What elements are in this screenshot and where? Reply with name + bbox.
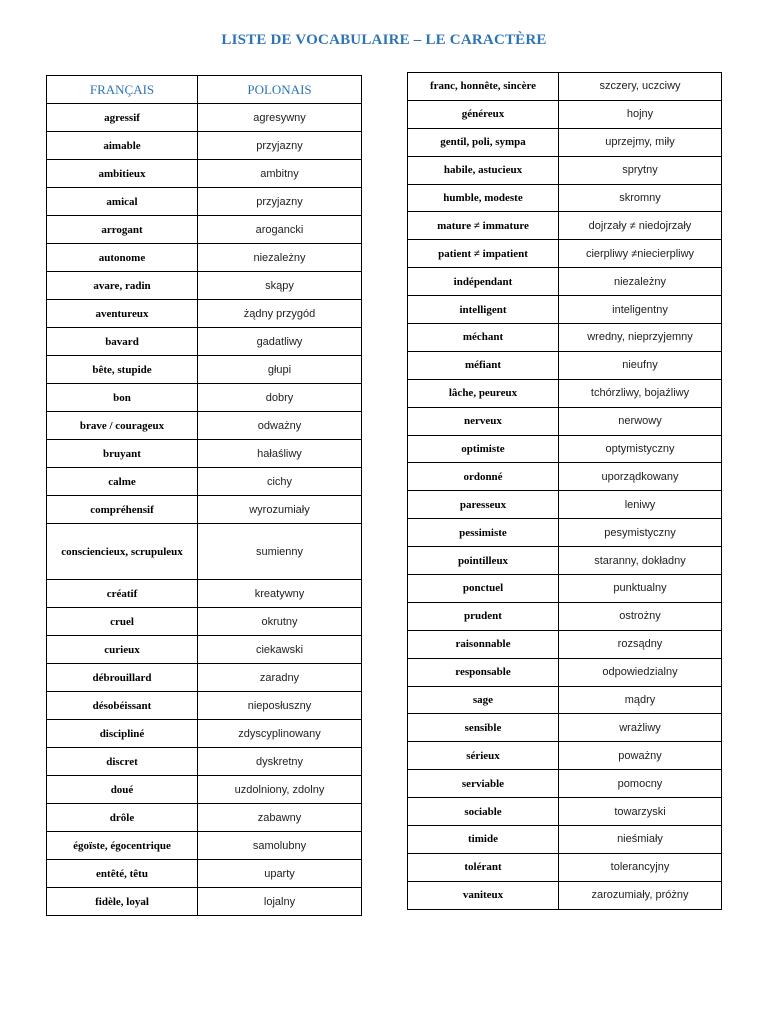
french-word: humble, modeste (408, 184, 559, 212)
table-row (408, 602, 722, 630)
french-word: pointilleux (408, 547, 559, 575)
table-row (47, 132, 362, 160)
polish-translation: zarozumiały, próżny (559, 881, 722, 909)
polish-translation: pomocny (559, 770, 722, 798)
polish-translation: nieśmiały (559, 826, 722, 854)
polish-translation: nerwowy (559, 407, 722, 435)
polish-translation: inteligentny (559, 296, 722, 324)
french-word: compréhensif (47, 496, 198, 524)
polish-translation: uzdolniony, zdolny (198, 776, 362, 804)
polish-translation: uprzejmy, miły (559, 128, 722, 156)
french-word: ponctuel (408, 575, 559, 603)
table-row (408, 268, 722, 296)
table-row (408, 491, 722, 519)
table-row (47, 636, 362, 664)
table-row (408, 547, 722, 575)
polish-translation: leniwy (559, 491, 722, 519)
table-row (47, 104, 362, 132)
table-row (47, 888, 362, 916)
table-row (47, 776, 362, 804)
french-word: créatif (47, 580, 198, 608)
table-row (47, 412, 362, 440)
polish-translation: żądny przygód (198, 300, 362, 328)
polish-translation: hałaśliwy (198, 440, 362, 468)
polish-translation: skąpy (198, 272, 362, 300)
polish-translation: wredny, nieprzyjemny (559, 324, 722, 352)
table-row (408, 407, 722, 435)
french-word: sérieux (408, 742, 559, 770)
table-row (408, 770, 722, 798)
table-row (408, 658, 722, 686)
table-row (47, 692, 362, 720)
polish-translation: przyjazny (198, 188, 362, 216)
french-word: tolérant (408, 853, 559, 881)
polish-translation: uparty (198, 860, 362, 888)
table-row (408, 296, 722, 324)
polish-translation: tchórzliwy, bojaźliwy (559, 379, 722, 407)
french-word: entêté, têtu (47, 860, 198, 888)
table-row (408, 379, 722, 407)
vocab-table-right (407, 72, 722, 910)
french-word: intelligent (408, 296, 559, 324)
french-word: généreux (408, 100, 559, 128)
table-row (47, 160, 362, 188)
french-word: discipliné (47, 720, 198, 748)
french-word: pessimiste (408, 519, 559, 547)
polish-translation: odważny (198, 412, 362, 440)
polish-translation: gadatliwy (198, 328, 362, 356)
table-row (408, 853, 722, 881)
french-word: bête, stupide (47, 356, 198, 384)
polish-translation: ciekawski (198, 636, 362, 664)
french-word: lâche, peureux (408, 379, 559, 407)
polish-translation: głupi (198, 356, 362, 384)
vocab-table-left (46, 75, 362, 916)
table-row (408, 714, 722, 742)
table-row (408, 881, 722, 909)
table-row (408, 184, 722, 212)
polish-translation: optymistyczny (559, 435, 722, 463)
table-row (47, 664, 362, 692)
table-row (47, 188, 362, 216)
polish-translation: hojny (559, 100, 722, 128)
table-row (47, 272, 362, 300)
header-french: FRANÇAIS (47, 76, 198, 104)
french-word: consciencieux, scrupuleux (47, 524, 198, 580)
polish-translation: sprytny (559, 156, 722, 184)
table-row (47, 384, 362, 412)
polish-translation: odpowiedzialny (559, 658, 722, 686)
french-word: serviable (408, 770, 559, 798)
polish-translation: sumienny (198, 524, 362, 580)
page-title: LISTE DE VOCABULAIRE – LE CARACTÈRE (221, 32, 547, 48)
table-row (47, 748, 362, 776)
french-word: franc, honnête, sincère (408, 73, 559, 101)
table-row (47, 356, 362, 384)
polish-translation: nieufny (559, 351, 722, 379)
table-row (408, 212, 722, 240)
french-word: gentil, poli, sympa (408, 128, 559, 156)
polish-translation: cierpliwy ≠niecierpliwy (559, 240, 722, 268)
table-row (408, 826, 722, 854)
table-row (47, 468, 362, 496)
header-polish: POLONAIS (198, 76, 362, 104)
french-word: fidèle, loyal (47, 888, 198, 916)
polish-translation: lojalny (198, 888, 362, 916)
table-header-row (47, 76, 362, 104)
polish-translation: szczery, uczciwy (559, 73, 722, 101)
french-word: drôle (47, 804, 198, 832)
french-word: ambitieux (47, 160, 198, 188)
table-row (408, 463, 722, 491)
table-row (408, 324, 722, 352)
french-word: égoïste, égocentrique (47, 832, 198, 860)
table-row (408, 519, 722, 547)
french-word: calme (47, 468, 198, 496)
french-word: débrouillard (47, 664, 198, 692)
table-row (47, 496, 362, 524)
french-word: nerveux (408, 407, 559, 435)
french-word: brave / courageux (47, 412, 198, 440)
french-word: cruel (47, 608, 198, 636)
polish-translation: dyskretny (198, 748, 362, 776)
polish-translation: mądry (559, 686, 722, 714)
polish-translation: skromny (559, 184, 722, 212)
polish-translation: kreatywny (198, 580, 362, 608)
polish-translation: okrutny (198, 608, 362, 636)
polish-translation: zabawny (198, 804, 362, 832)
table-row (47, 524, 362, 580)
table-row (47, 720, 362, 748)
table-row (408, 156, 722, 184)
french-word: amical (47, 188, 198, 216)
polish-translation: tolerancyjny (559, 853, 722, 881)
french-word: curieux (47, 636, 198, 664)
polish-translation: przyjazny (198, 132, 362, 160)
polish-translation: towarzyski (559, 798, 722, 826)
french-word: désobéissant (47, 692, 198, 720)
french-word: arrogant (47, 216, 198, 244)
french-word: vaniteux (408, 881, 559, 909)
polish-translation: zdyscyplinowany (198, 720, 362, 748)
polish-translation: niezależny (559, 268, 722, 296)
table-row (408, 351, 722, 379)
polish-translation: ambitny (198, 160, 362, 188)
polish-translation: staranny, dokładny (559, 547, 722, 575)
french-word: patient ≠ impatient (408, 240, 559, 268)
french-word: aventureux (47, 300, 198, 328)
table-row (47, 580, 362, 608)
french-word: raisonnable (408, 630, 559, 658)
polish-translation: pesymistyczny (559, 519, 722, 547)
table-row (47, 328, 362, 356)
polish-translation: ostrożny (559, 602, 722, 630)
polish-translation: agresywny (198, 104, 362, 132)
french-word: agressif (47, 104, 198, 132)
polish-translation: punktualny (559, 575, 722, 603)
table-row (408, 742, 722, 770)
table-row (47, 300, 362, 328)
table-row (47, 216, 362, 244)
polish-translation: niezależny (198, 244, 362, 272)
polish-translation: cichy (198, 468, 362, 496)
table-row (47, 608, 362, 636)
polish-translation: nieposłuszny (198, 692, 362, 720)
polish-translation: uporządkowany (559, 463, 722, 491)
french-word: méchant (408, 324, 559, 352)
polish-translation: samolubny (198, 832, 362, 860)
french-word: paresseux (408, 491, 559, 519)
table-row (408, 686, 722, 714)
table-row (408, 798, 722, 826)
table-row (408, 128, 722, 156)
french-word: bruyant (47, 440, 198, 468)
table-row (47, 832, 362, 860)
french-word: habile, astucieux (408, 156, 559, 184)
french-word: mature ≠ immature (408, 212, 559, 240)
polish-translation: dobry (198, 384, 362, 412)
polish-translation: rozsądny (559, 630, 722, 658)
polish-translation: wyrozumiały (198, 496, 362, 524)
table-row (408, 73, 722, 101)
french-word: sage (408, 686, 559, 714)
table-row (408, 575, 722, 603)
french-word: timide (408, 826, 559, 854)
table-row (47, 244, 362, 272)
french-word: optimiste (408, 435, 559, 463)
polish-translation: wrażliwy (559, 714, 722, 742)
french-word: discret (47, 748, 198, 776)
french-word: responsable (408, 658, 559, 686)
table-row (47, 804, 362, 832)
french-word: bavard (47, 328, 198, 356)
table-row (408, 435, 722, 463)
french-word: bon (47, 384, 198, 412)
french-word: autonome (47, 244, 198, 272)
polish-translation: zaradny (198, 664, 362, 692)
french-word: aimable (47, 132, 198, 160)
polish-translation: poważny (559, 742, 722, 770)
french-word: ordonné (408, 463, 559, 491)
table-row (47, 860, 362, 888)
table-row (47, 440, 362, 468)
french-word: sociable (408, 798, 559, 826)
polish-translation: arogancki (198, 216, 362, 244)
french-word: doué (47, 776, 198, 804)
french-word: sensible (408, 714, 559, 742)
table-row (408, 630, 722, 658)
french-word: prudent (408, 602, 559, 630)
polish-translation: dojrzały ≠ niedojrzały (559, 212, 722, 240)
french-word: méfiant (408, 351, 559, 379)
french-word: avare, radin (47, 272, 198, 300)
table-row (408, 100, 722, 128)
table-row (408, 240, 722, 268)
french-word: indépendant (408, 268, 559, 296)
